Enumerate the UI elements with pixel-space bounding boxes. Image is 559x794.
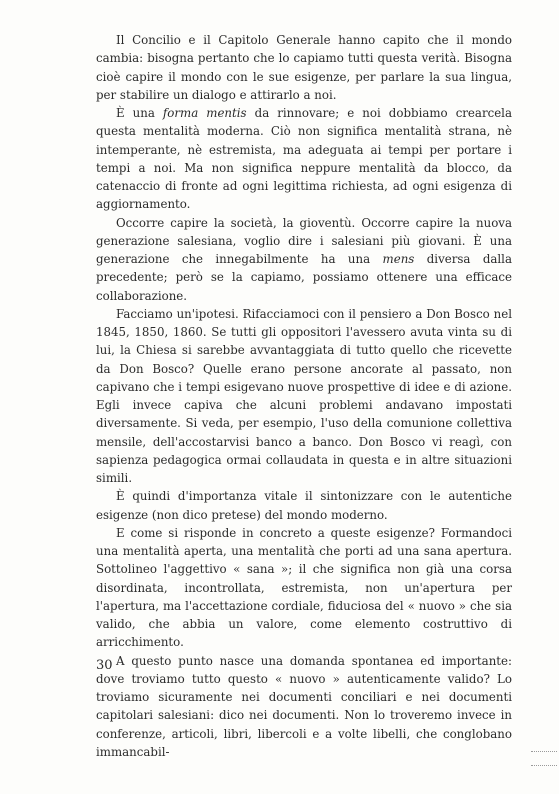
italic-term: forma mentis (162, 106, 247, 120)
body-text (96, 31, 512, 761)
paragraph (96, 305, 512, 488)
paragraph-text: Occorre capire la società, la gioventù. Occorre capire la nuova generazione salesiana, voglio dire i salesiani più giovani. È una generazione che innegabilmente ha una (96, 215, 512, 266)
paragraph-text: Facciamo un'ipotesi. Rifacciamoci con il pensiero a Don Bosco nel 1845, 1850, 1860. Se tutti gli oppositori l'avessero avuta vinta su di lui, la Chiesa si sarebbe avvantaggiata di tutto quello che ricevette da Don Bosco? Quelle erano persone ancorate al passato, non capivano che i tempi esigevano nuove prospettive di idee e di azione. Egli invece capiva che alcuni problemi andavano impostati diversamente. Si veda, per esempio, l'uso della comunione collettiva mensile, dell'accostarvisi banco a banco. Don Bosco vi reagì, con sapienza pedagogica ormai collaudata in questa e in altre situazioni simili. (96, 306, 512, 485)
italic-term: mens (382, 252, 415, 266)
scan-edge-mark (531, 765, 557, 770)
paragraph-text: E come si risponde in concreto a queste esigenze? Formandoci una mentalità aperta, una mentalità che porti ad una sana apertura. Sottolineo l'aggettivo « sana »; il che significa non già una corsa disordinata, incontrollata, estremista, non un'apertura per l'apertura, ma l'accettazione cordiale, fiduciosa del « nuovo » che sia valido, che abbia un valore, come elemento costruttivo di arricchimento. (96, 525, 512, 650)
scan-edge-mark (531, 751, 557, 756)
paragraph-text: È quindi d'importanza vitale il sintonizzare con le autentiche esigenze (non dico pretese) del mondo moderno. (96, 489, 512, 522)
paragraph (96, 31, 512, 104)
paragraph-text: da rinnovare; e noi dobbiamo crearcela questa mentalità moderna. Ciò non significa mentalità strana, nè intemperante, nè estremista, ma adeguata ai tempi per portare i tempi a noi. Ma non significa neppure mentalità da blocco, da catenaccio di fronte ad ogni legittima richiesta, ad ogni esigenza di aggiornamento. (96, 106, 512, 212)
page-number: 30 (96, 658, 113, 673)
paragraph (96, 652, 512, 762)
paragraph (96, 104, 512, 214)
paragraph (96, 524, 512, 652)
paragraph (96, 214, 512, 305)
paragraph-text: È una (116, 106, 163, 120)
paragraph-text: Il Concilio e il Capitolo Generale hanno capito che il mondo cambia: bisogna pertanto che lo capiamo tutti questa verità. Bisogna cioè capire il mondo con le sue esigenze, per parlare la sua lingua, per stabilire un dialogo e attirarlo a noi. (96, 33, 512, 102)
paragraph (96, 487, 512, 524)
paragraph-text: diversa dalla precedente; però se la capiamo, possiamo ottenere una efficace collaborazione. (96, 252, 512, 303)
paragraph-text: A questo punto nasce una domanda spontanea ed importante: dove troviamo tutto questo « nuovo » autenticamente valido? Lo troviamo sicuramente nei documenti conciliari e nei documenti capitolari salesiani: dico nei documenti. Non lo troveremo invece in conferenze, articoli, libri, libercoli e a volte libelli, che conglobano immancabil- (96, 653, 512, 759)
